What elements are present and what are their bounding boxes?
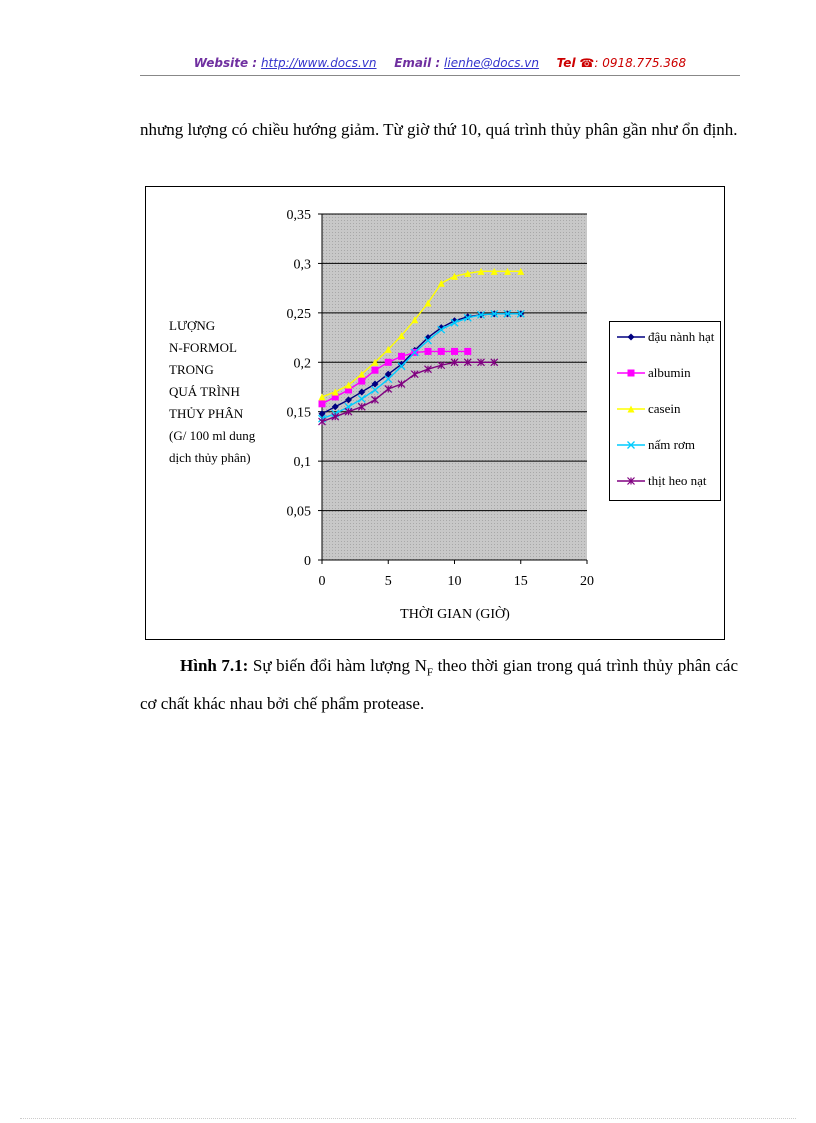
figure-caption [140,650,738,720]
y-tick-label: 0,35 [286,208,311,223]
y-tick-label: 0,15 [286,405,311,421]
legend-marker [616,328,646,346]
data-point [358,378,365,385]
data-point [385,359,392,366]
data-point [398,353,405,360]
y-tick-label: 0 [304,554,311,569]
phone-icon: ☎ [579,56,595,70]
email-link[interactable]: lienhe@docs.vn [444,56,540,70]
legend-marker [616,472,646,490]
website-label: Website : [193,56,258,70]
y-tick-label: 0,25 [286,306,311,322]
email-label: Email [394,56,432,70]
tel-label: Tel [556,56,576,70]
chart-legend [609,321,721,501]
y-axis-title-line: (G/ 100 ml dung [169,428,256,443]
data-point [425,348,432,355]
x-tick-label: 15 [513,574,528,589]
y-axis-title-line: dịch thủy phân) [169,450,251,465]
header-divider [140,75,740,76]
legend-symbol [628,334,635,341]
legend-symbol [628,370,635,377]
x-tick-label: 10 [447,574,462,589]
y-axis-title-line: N-FORMOL [169,340,237,355]
legend-label: casein [648,401,681,416]
chart-frame [145,186,725,640]
y-axis-title-line: QUÁ TRÌNH [169,384,240,399]
caption-text: Sự biến đổi hàm lượng N [248,656,427,675]
data-point [451,348,458,355]
legend-marker [616,400,646,418]
legend-label: thịt heo nạt [648,473,707,488]
data-point [319,400,326,407]
y-axis-title-line: LƯỢNG [169,318,216,333]
figure-label: Hình 7.1: [180,656,249,675]
y-axis-title-line: TRONG [169,362,214,377]
caption-subscript: F [426,666,433,679]
legend-marker [616,436,646,454]
y-tick-label: 0,3 [293,257,311,273]
x-tick-label: 0 [318,574,326,589]
caption-text-continued: theo thời gian trong quá trình thủy phân các cơ chất khác nhau bởi chế phẩm protease. [140,656,738,714]
x-tick-label: 5 [384,574,392,589]
tel-number: : 0918.775.368 [594,56,687,70]
y-tick-label: 0,2 [293,356,311,372]
y-axis-title-line: THỦY PHÂN [169,406,244,421]
y-tick-label: 0,1 [293,455,311,471]
y-tick-label: 0,05 [286,504,311,520]
x-axis-title: THỜI GIAN (GIỜ) [400,607,510,622]
y-axis-title [169,315,255,469]
legend-label: đậu nành hạt [648,329,715,344]
body-paragraph: nhưng lượng có chiều hướng giảm. Từ giờ thứ 10, quá trình thủy phân gần như ổn định. [140,120,738,139]
plot-area [322,214,587,560]
email-separator: : [431,56,441,70]
data-point [438,348,445,355]
page-header [140,56,740,70]
data-point [464,348,471,355]
legend-marker [616,364,646,382]
data-point [372,367,379,374]
legend-label: nấm rơm [648,437,695,452]
website-link[interactable]: http://www.docs.vn [260,56,377,70]
page-bottom-border [20,1118,796,1119]
x-tick-label: 20 [580,574,594,589]
legend-label: albumin [648,365,691,380]
